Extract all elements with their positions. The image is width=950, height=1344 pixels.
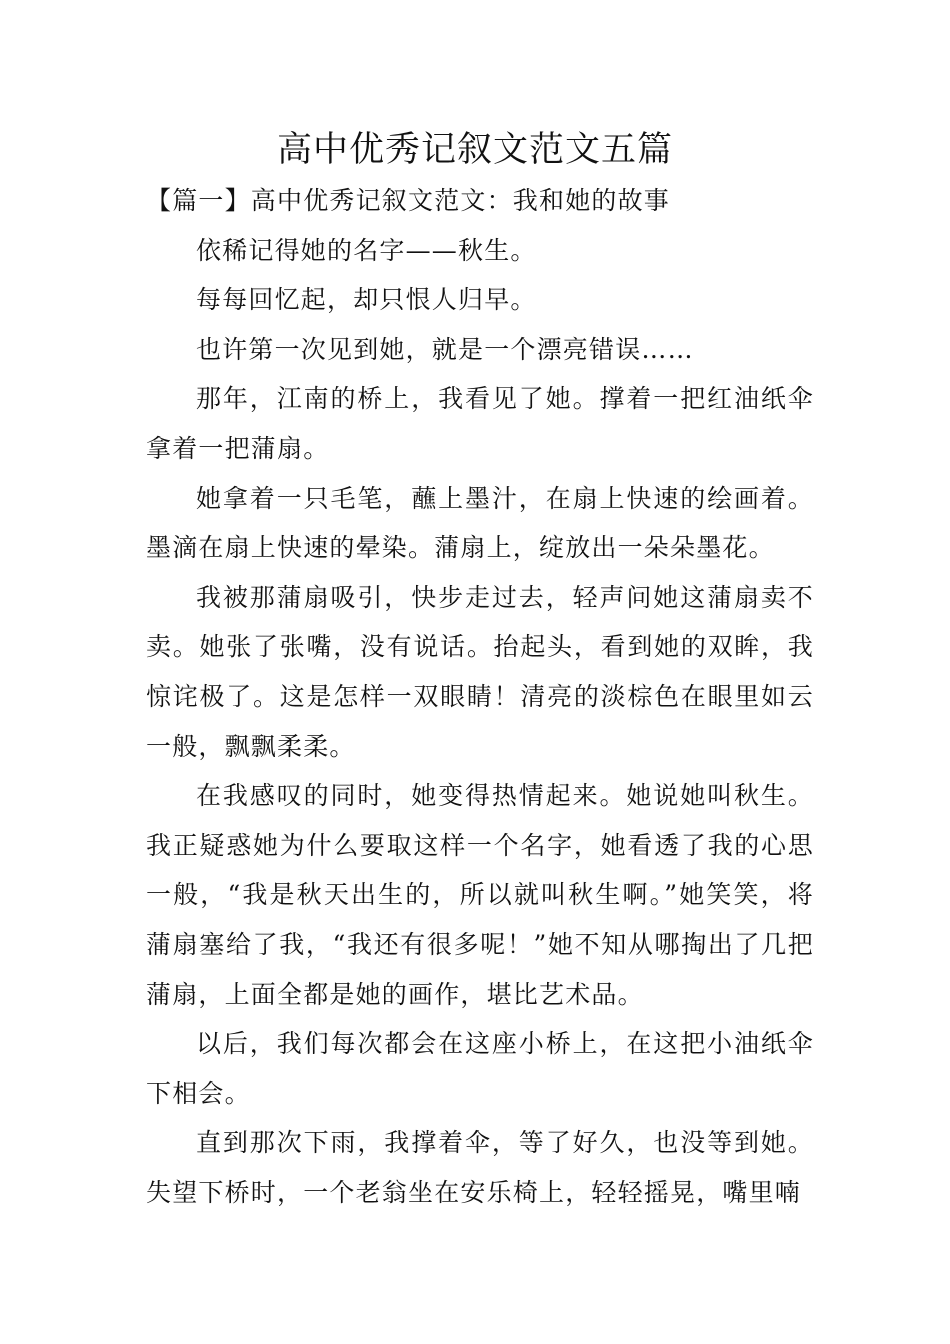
section-heading: 【篇一】高中优秀记叙文范文：我和她的故事 xyxy=(146,186,671,215)
paragraph: 每每回忆起，却只恨人归早。 xyxy=(196,285,537,315)
paragraph: 依稀记得她的名字——秋生。 xyxy=(196,235,537,265)
paragraph: 在我感叹的同时，她变得热情起来。她说她叫秋生。我正疑惑她为什么要取这样一个名字，她看透了我的心思一般，“我是秋天出生的，所以就叫秋生啊。”她笑笑，将蒲扇塞给了我，“我还有很多呢！”她不知从哪掏出了几把蒲扇，上面全都是她的画作，堪比艺术品。 xyxy=(146,781,814,1009)
paragraph: 那年，江南的桥上，我看见了她。撑着一把红油纸伞拿着一把蒲扇。 xyxy=(146,384,814,463)
paragraph: 也许第一次见到她，就是一个漂亮错误…… xyxy=(196,334,694,364)
paragraph: 她拿着一只毛笔，蘸上墨汁，在扇上快速的绘画着。墨滴在扇上快速的晕染。蒲扇上，绽放出一朵朵墨花。 xyxy=(146,483,814,563)
document-title: 高中优秀记叙文范文五篇 xyxy=(276,130,673,170)
paragraph: 我被那蒲扇吸引，快步走过去，轻声问她这蒲扇卖不卖。她张了张嘴，没有说话。抬起头，看到她的双眸，我惊诧极了。这是怎样一双眼睛！清亮的淡棕色在眼里如云一般，飘飘柔柔。 xyxy=(146,582,814,761)
paragraph: 以后，我们每次都会在这座小桥上，在这把小油纸伞下相会。 xyxy=(146,1029,814,1108)
paragraph: 直到那次下雨，我撑着伞，等了好久，也没等到她。失望下桥时，一个老翁坐在安乐椅上，轻轻摇晃，嘴里喃 xyxy=(146,1128,814,1207)
document-body xyxy=(146,176,814,1217)
